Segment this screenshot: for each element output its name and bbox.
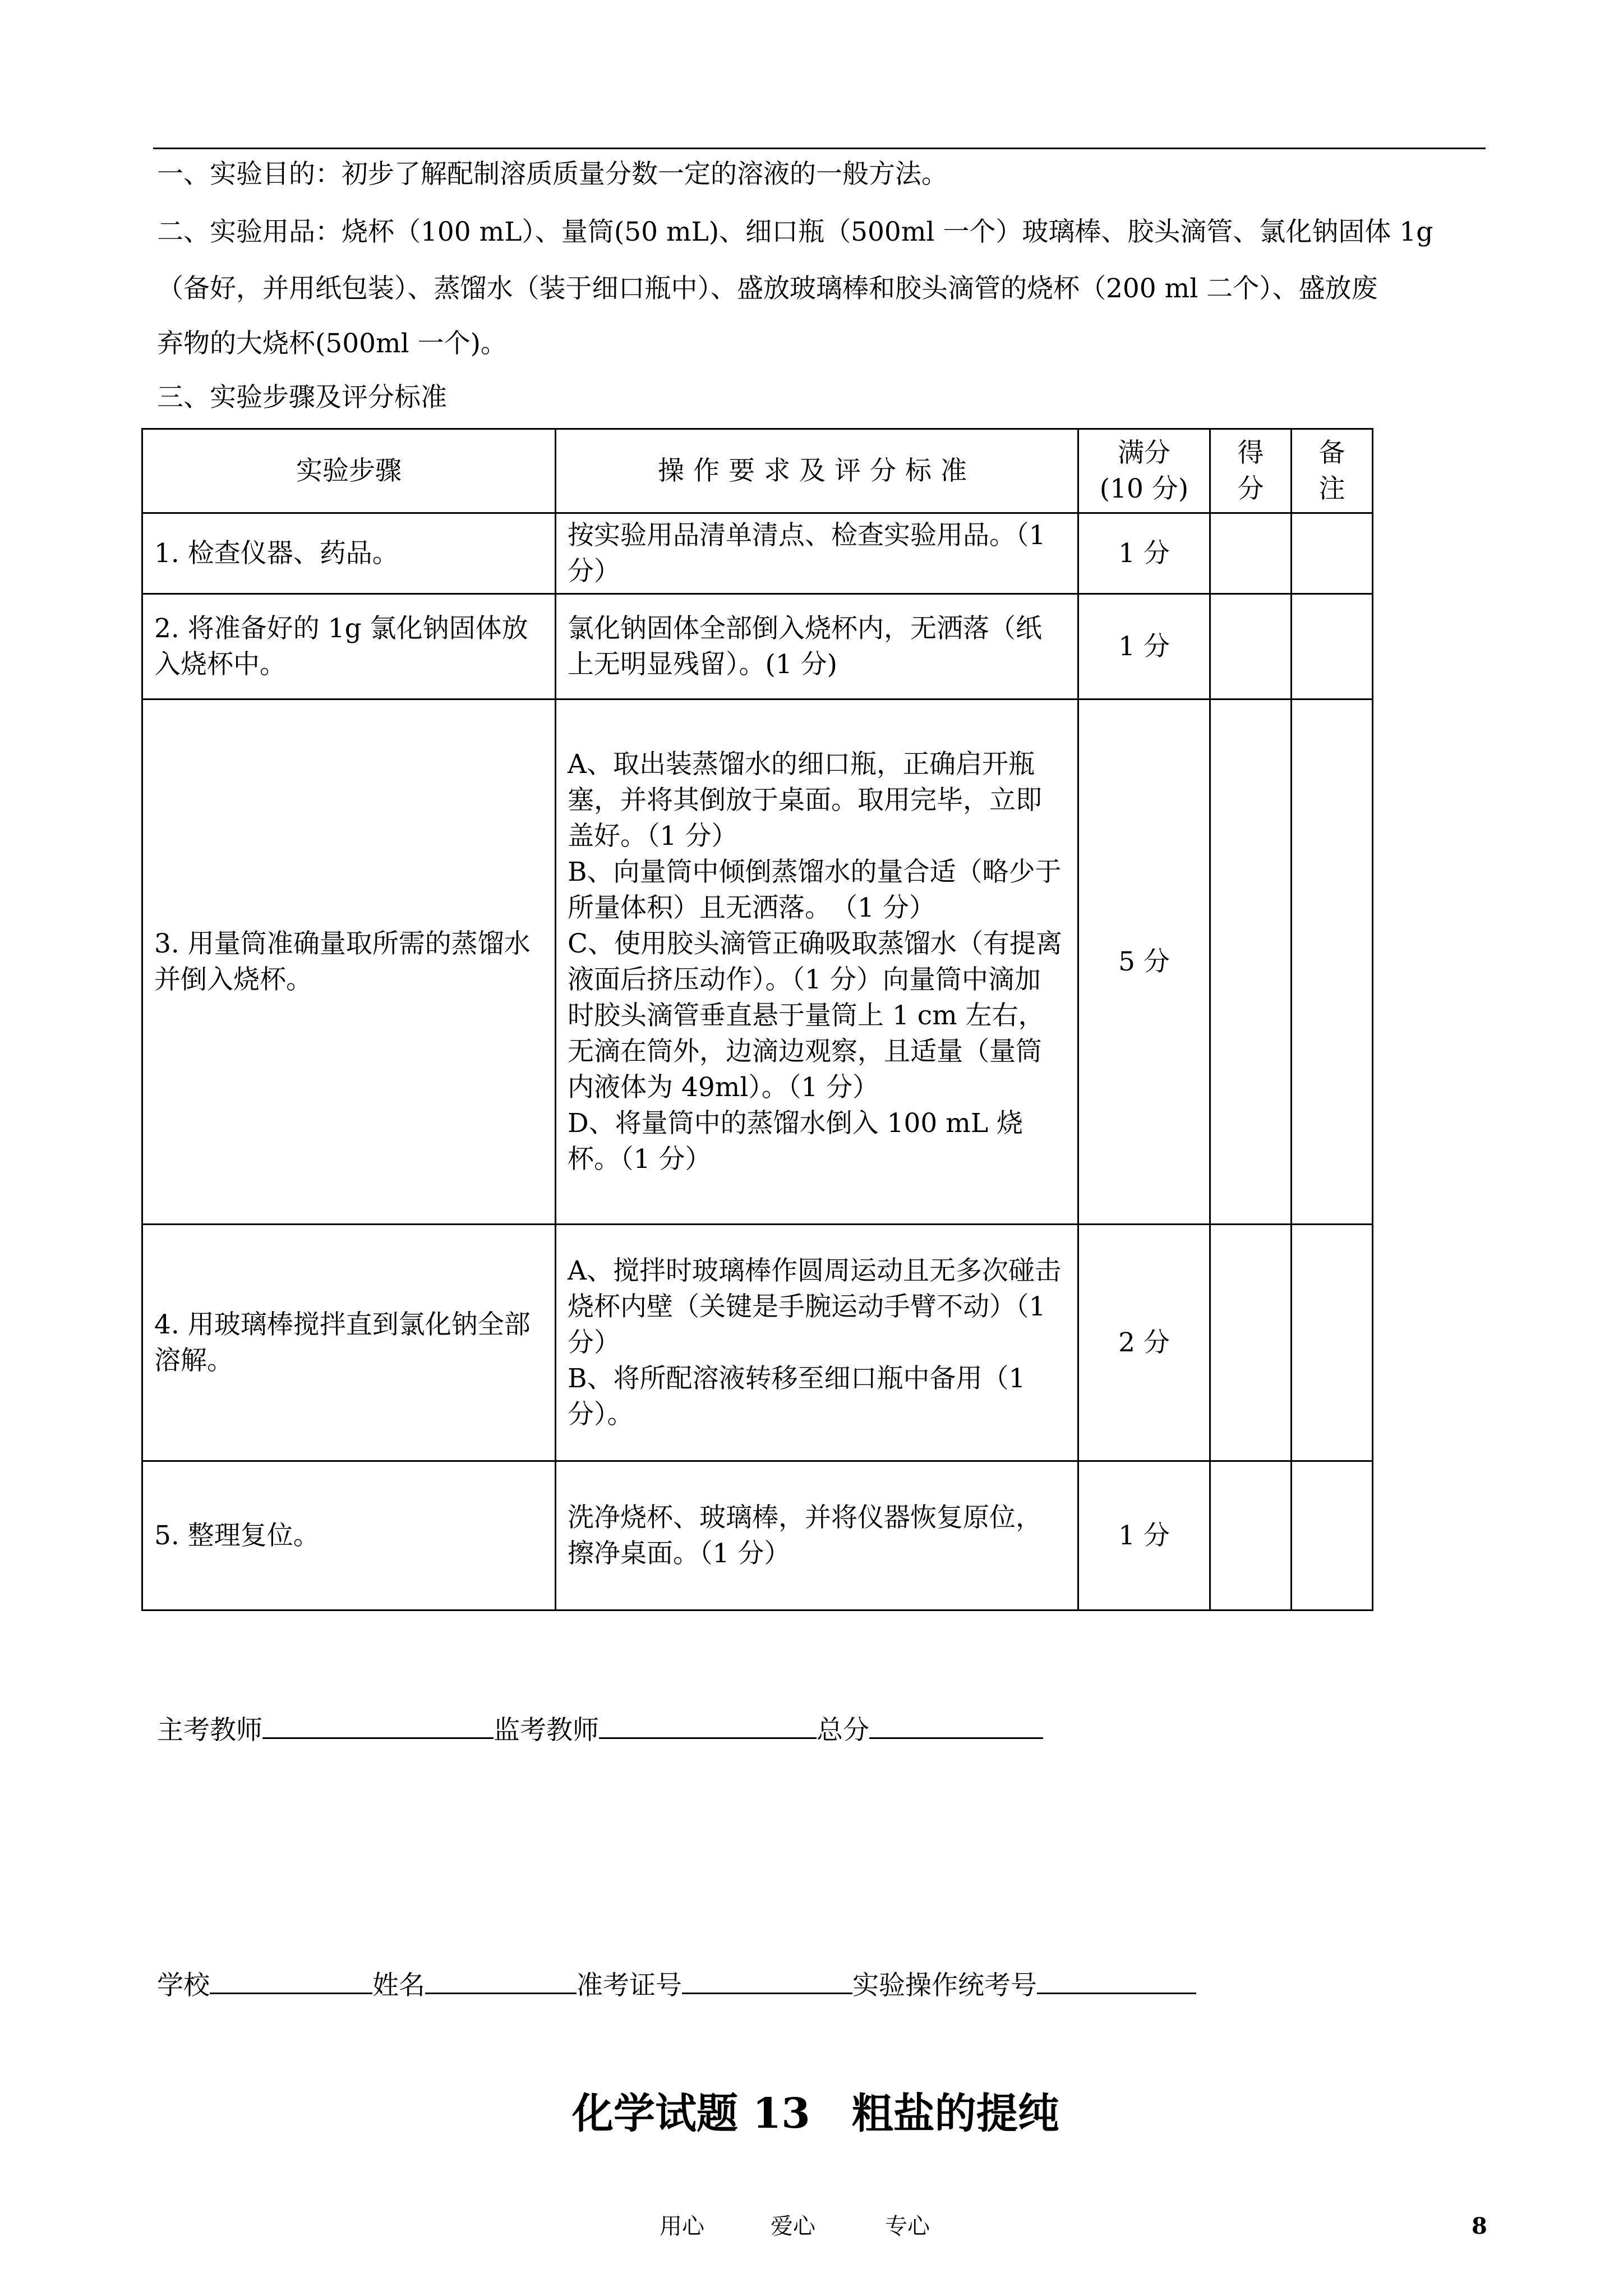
footer-motto-2: 爱心 [771,2214,815,2239]
criteria-cell: A、取出装蒸馏水的细口瓶，正确启开瓶塞，并将其倒放于桌面。取用完毕，立即盖好。（1 分） B、向量筒中倾倒蒸馏水的量合适（略少于所量体积）且无洒落。 （1 分） C、使用胶头滴管正确吸取蒸馏水（有提离液面后挤压动作）。（1 分）向量筒中滴加时胶头滴管垂直悬于量筒上 1 cm 左右，无滴在筒外，边滴边观察，且适量（量筒内液体为 49ml）。（1 分） D、将量筒中的蒸馏水倒入 100 mL 烧杯。（1 分） [556,700,1078,1225]
next-section-title: 化学试题 13 粗盐的提纯 [572,2090,1059,2138]
proctor-label: 监考教师 [494,1715,599,1746]
table-row [142,1225,1373,1461]
obtained-cell [1210,1225,1292,1461]
criteria-cell: 洗净烧杯、玻璃棒，并将仪器恢复原位，擦净桌面。（1 分） [556,1461,1078,1611]
objective-line: 一、实验目的：初步了解配制溶质质量分数一定的溶液的一般方法。 [157,159,948,190]
step-cell: 5. 整理复位。 [142,1461,556,1611]
school-blank[interactable] [210,1963,372,1994]
table-row [142,1461,1373,1611]
table-header-row [142,429,1373,513]
table-row [142,594,1373,700]
footer-motto-1: 用心 [660,2214,704,2239]
footer-motto-3: 专心 [885,2214,930,2239]
materials-line-3: 弃物的大烧杯(500ml 一个)。 [157,328,507,359]
obtained-cell [1210,700,1292,1225]
step-cell: 4. 用玻璃棒搅拌直到氯化钠全部溶解。 [142,1225,556,1461]
total-score-label: 总分 [817,1715,869,1746]
step-cell: 1. 检查仪器、药品。 [142,513,556,594]
header-step: 实验步骤 [142,429,556,513]
obtained-cell [1210,513,1292,594]
table-row [142,513,1373,594]
note-cell [1292,1461,1373,1611]
lab-id-label: 实验操作统考号 [852,1970,1037,2001]
note-cell [1292,594,1373,700]
student-info-line [157,1963,1196,2004]
exam-id-blank[interactable] [682,1963,852,1994]
obtained-cell [1210,1461,1292,1611]
header-criteria: 操作要求及评分标准 [556,429,1078,513]
teacher-signature-line [157,1708,1043,1749]
name-blank[interactable] [425,1963,577,1994]
note-cell [1292,700,1373,1225]
school-label: 学校 [157,1970,210,2001]
criteria-cell: A、搅拌时玻璃棒作圆周运动且无多次碰击烧杯内壁（关键是手腕运动手臂不动）（1 分） B、将所配溶液转移至细口瓶中备用（1 分）。 [556,1225,1078,1461]
total-score-blank[interactable] [869,1708,1043,1739]
obtained-cell [1210,594,1292,700]
scoring-table [141,428,1373,1611]
header-rule [153,148,1486,149]
step-cell: 2. 将准备好的 1g 氯化钠固体放入烧杯中。 [142,594,556,700]
note-cell [1292,1225,1373,1461]
score-cell: 1 分 [1078,1461,1210,1611]
chief-examiner-blank[interactable] [262,1708,494,1739]
criteria-cell: 按实验用品清单清点、检查实验用品。（1 分） [556,513,1078,594]
note-cell [1292,513,1373,594]
proctor-blank[interactable] [599,1708,817,1739]
score-cell: 5 分 [1078,700,1210,1225]
steps-heading: 三、实验步骤及评分标准 [157,382,447,413]
step-cell: 3. 用量筒准确量取所需的蒸馏水并倒入烧杯。 [142,700,556,1225]
score-cell: 2 分 [1078,1225,1210,1461]
table-row [142,700,1373,1225]
score-cell: 1 分 [1078,594,1210,700]
criteria-cell: 氯化钠固体全部倒入烧杯内，无洒落（纸上无明显残留）。(1 分) [556,594,1078,700]
header-obtained: 得 分 [1210,429,1292,513]
score-cell: 1 分 [1078,513,1210,594]
materials-line-2: （备好，并用纸包装）、蒸馏水（装于细口瓶中）、盛放玻璃棒和胶头滴管的烧杯（200 ml 二个）、盛放废 [157,273,1378,304]
name-label: 姓名 [372,1970,425,2001]
page-number: 8 [1472,2213,1487,2239]
chief-examiner-label: 主考教师 [157,1715,262,1746]
materials-line-1: 二、实验用品：烧杯（100 mL）、量筒(50 mL)、细口瓶（500ml 一个）玻璃棒、胶头滴管、氯化钠固体 1g [157,217,1433,247]
exam-id-label: 准考证号 [577,1970,682,2001]
header-note: 备 注 [1292,429,1373,513]
header-full-score: 满分 (10 分) [1078,429,1210,513]
lab-id-blank[interactable] [1037,1963,1196,1994]
